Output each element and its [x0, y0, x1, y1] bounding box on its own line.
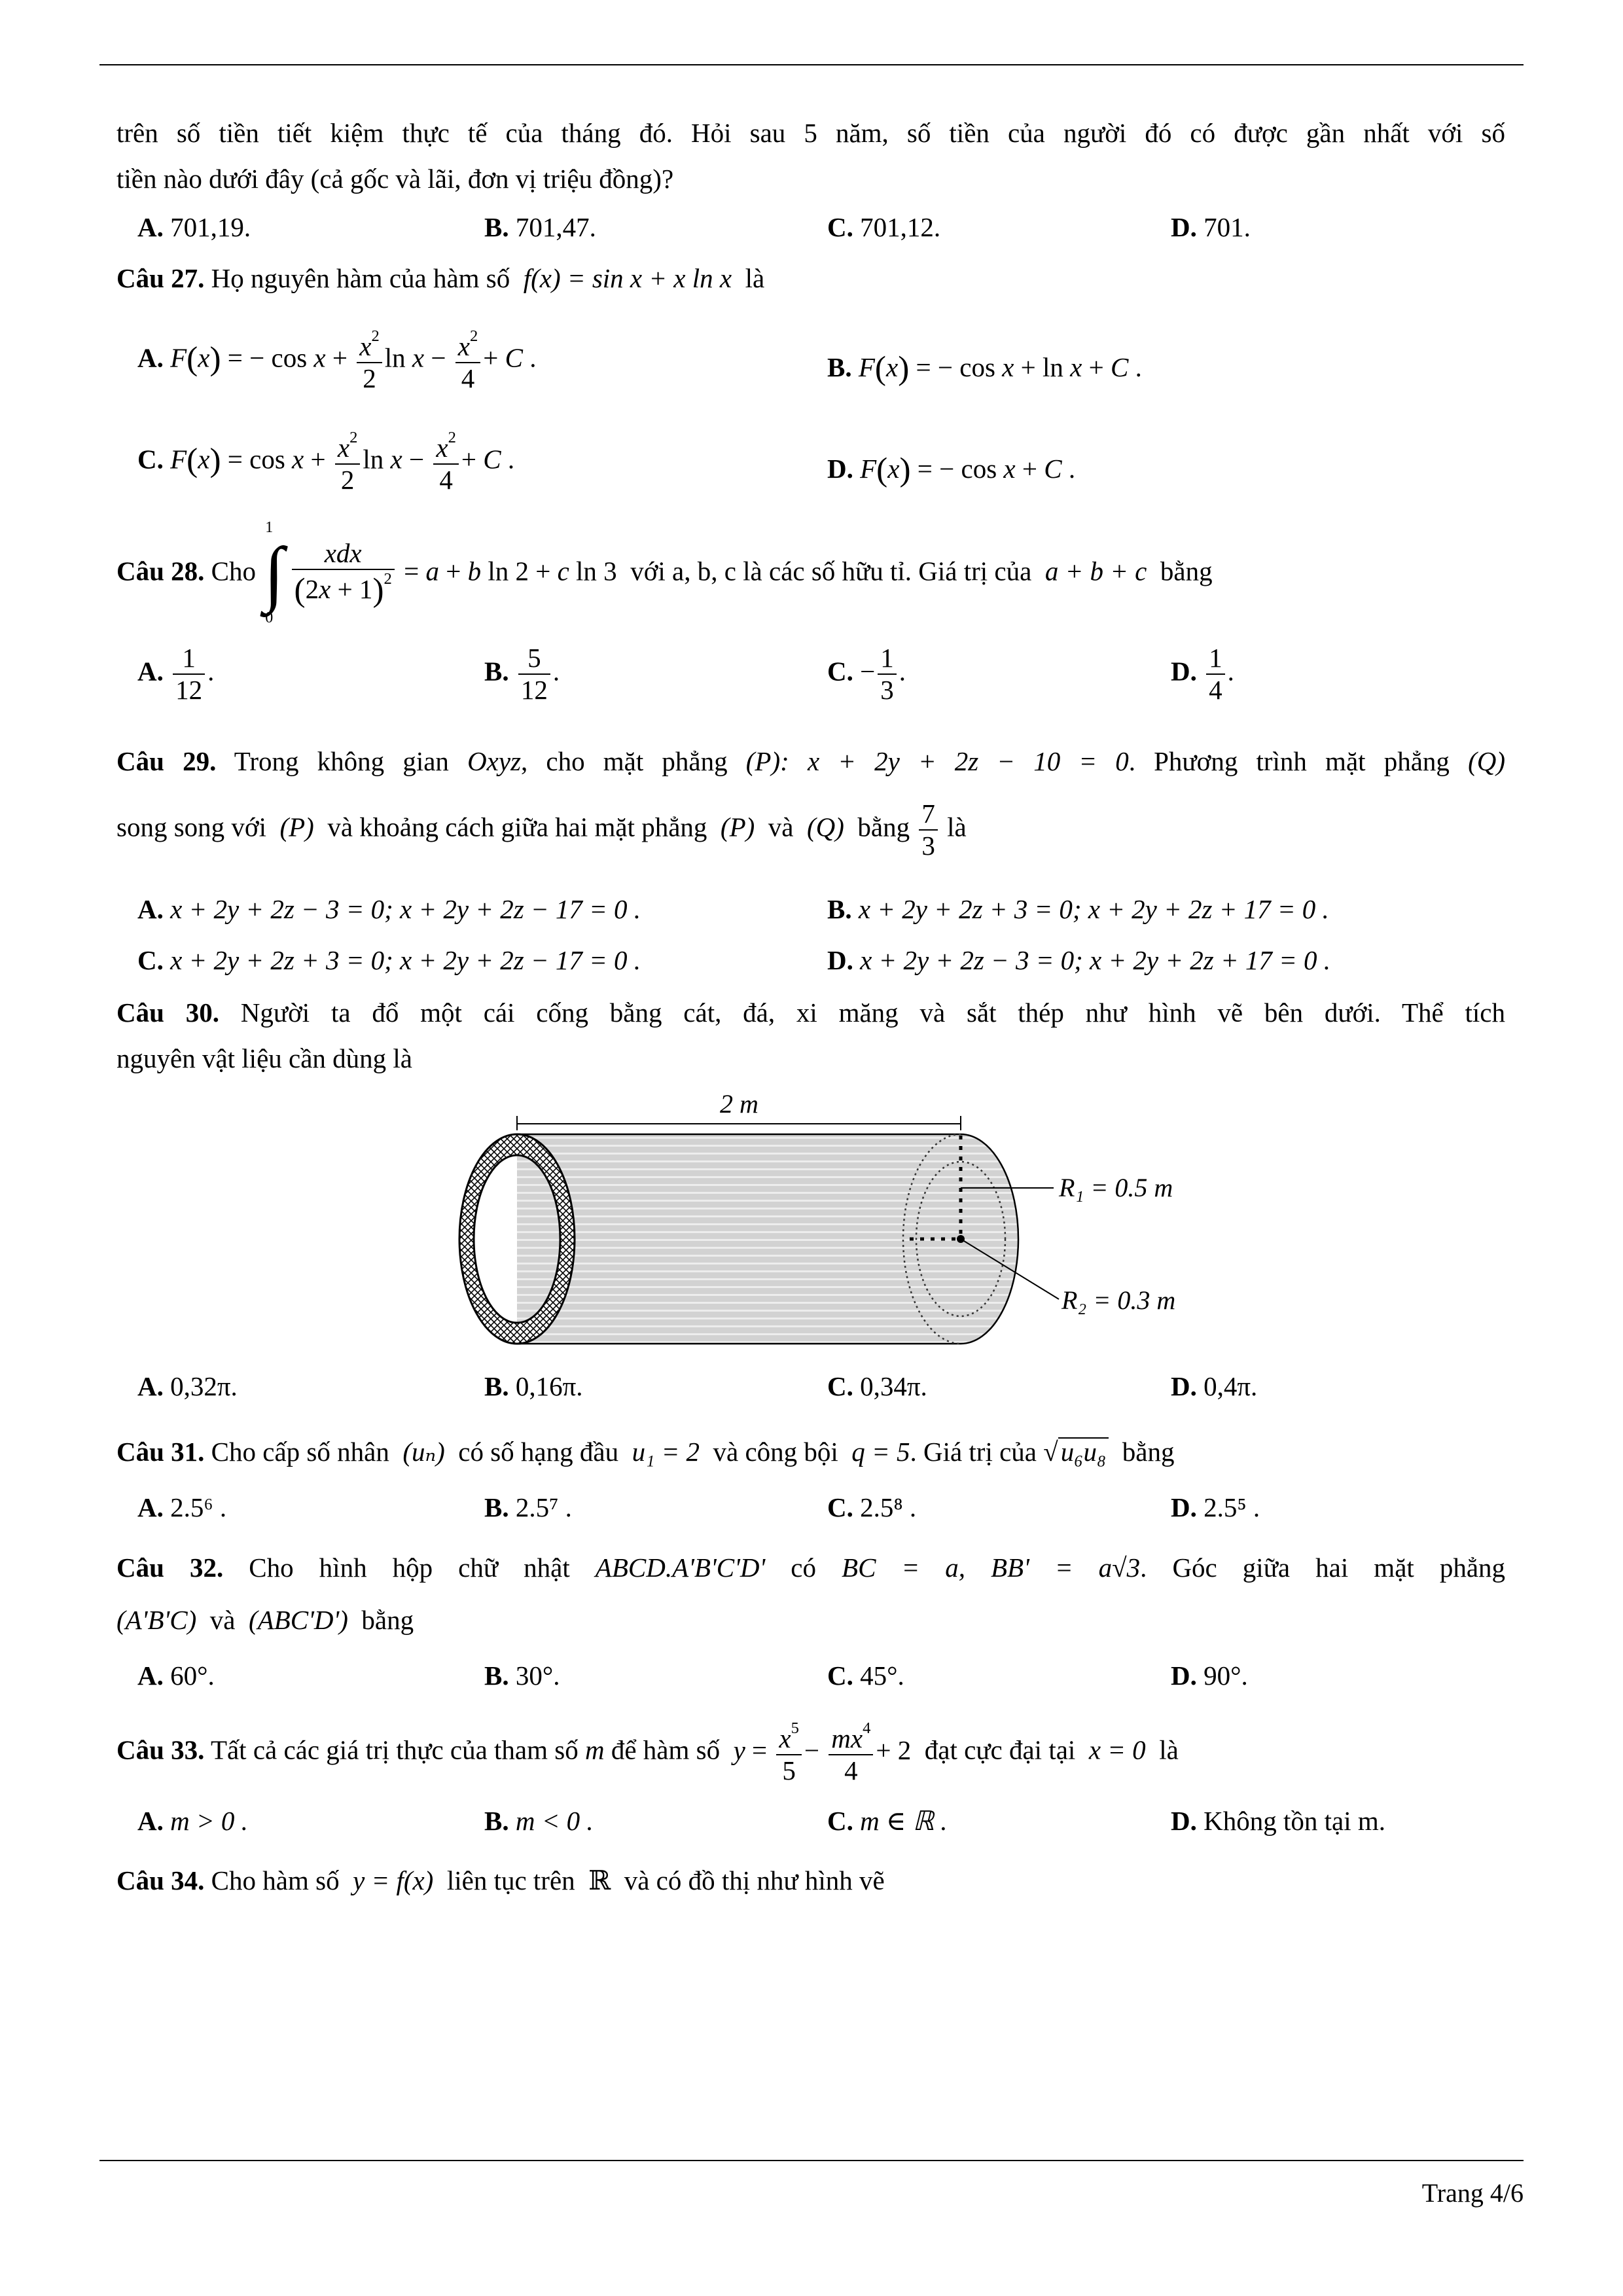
q30-option-a: A. 0,32π.	[137, 1371, 238, 1401]
q30-label: Câu 30.	[116, 997, 219, 1028]
q28-option-b: B. $\frac{5}{12}$ .	[484, 643, 560, 706]
q28-integrand: $\frac{\text{xdx}}{(2x + 1)^2}$	[292, 538, 395, 610]
r1-label: R₁ = 0.5 m	[1059, 1173, 1173, 1202]
q26-option-a: A. 701,19.	[137, 212, 251, 242]
q31-label: Câu 31.	[116, 1437, 205, 1467]
page-number: Trang 4/6	[1421, 2178, 1524, 2208]
q30-option-b: B. 0,16π.	[484, 1371, 583, 1401]
q32-stem-line-2: (A'B'C) và (ABC'D') bằng	[116, 1605, 414, 1635]
footer-rule	[99, 2160, 1524, 2161]
q33-stem: Câu 33. Tất cả các giá trị thực của tham số m để hàm số y = $\frac{x^5}{5}$ − $\frac{mx^4}{4}$ + 2 đạt cực đại tại x = 0 là	[116, 1719, 1179, 1786]
q33-option-c: C. m ∈ ℝ .	[827, 1806, 948, 1836]
q31-option-d: D. 2.5⁵ .	[1171, 1492, 1260, 1522]
q34-label: Câu 34.	[116, 1865, 205, 1895]
q30-stem-line-2: nguyên vật liệu cần dùng là	[116, 1043, 413, 1073]
q29-option-c: C. x + 2y + 2z + 3 = 0; x + 2y + 2z − 17 = 0 .	[137, 945, 641, 975]
length-label: 2 m	[720, 1090, 758, 1119]
r2-label: R₂ = 0.3 m	[1061, 1285, 1176, 1315]
q27-function: f(x) = sin x + x ln x	[523, 263, 732, 293]
q33-option-a: A. m > 0 .	[137, 1806, 248, 1836]
q32-option-d: D. 90°.	[1171, 1660, 1248, 1691]
q26-option-c: C. 701,12.	[827, 212, 941, 242]
q26-option-b: B. 701,47.	[484, 212, 596, 242]
q31-stem: Câu 31. Cho cấp số nhân (uₙ) có số hạng đầu u₁ = 2 và công bội q = 5. Giá trị của √u₆u₈ bằng	[116, 1437, 1175, 1467]
q27-option-a: A. F(x) = − cos x + $\frac{x^2}{2}$ ln x − $\frac{x^2}{4}$ + C .	[137, 327, 537, 394]
q32-option-b: B. 30°.	[484, 1660, 560, 1691]
q26-line-1: trên số tiền tiết kiệm thực tế của tháng đó. Hỏi sau 5 năm, số tiền của người đó có được gần nhất với số	[116, 118, 1505, 148]
q32-option-c: C. 45°.	[827, 1660, 904, 1691]
q32-stem-line-1: Câu 32. Cho hình hộp chữ nhật ABCD.A'B'C'D' có BC = a, BB' = a√3. Góc giữa hai mặt phẳng	[116, 1552, 1506, 1583]
q29-option-d: D. x + 2y + 2z − 3 = 0; x + 2y + 2z + 17 = 0 .	[827, 945, 1331, 975]
q26-option-d: D. 701.	[1171, 212, 1251, 242]
q29-option-a: A. x + 2y + 2z − 3 = 0; x + 2y + 2z − 17 = 0 .	[137, 894, 641, 924]
q29-label: Câu 29.	[116, 746, 217, 776]
header-rule	[99, 64, 1524, 65]
q32-label: Câu 32.	[116, 1552, 224, 1583]
q33-label: Câu 33.	[116, 1734, 205, 1765]
q33-option-b: B. m < 0 .	[484, 1806, 594, 1836]
q28-option-c: C. − $\frac{1}{3}$ .	[827, 643, 906, 706]
integral-sign-icon: 1 ∫ 0	[264, 519, 284, 626]
q29-option-b: B. x + 2y + 2z + 3 = 0; x + 2y + 2z + 17 = 0 .	[827, 894, 1329, 924]
q31-option-a: A. 2.5⁶ .	[137, 1492, 227, 1522]
q29-stem-line-2: song song với (P) và khoảng cách giữa hai mặt phẳng (P) và (Q) bằng $\frac{7}{3}$ là	[116, 798, 967, 861]
q31-option-c: C. 2.5⁸ .	[827, 1492, 917, 1522]
q31-option-b: B. 2.5⁷ .	[484, 1492, 572, 1522]
q30-option-d: D. 0,4π.	[1171, 1371, 1258, 1401]
q33-function: y = $\frac{x^5}{5}$ − $\frac{mx^4}{4}$ + 2	[733, 1719, 912, 1786]
q26-line-2: tiền nào dưới đây (cả gốc và lãi, đơn vị triệu đồng)?	[116, 164, 674, 194]
q27-option-b: B. F(x) = − cos x + ln x + C .	[827, 350, 1142, 387]
q27-option-d: D. F(x) = − cos x + C .	[827, 451, 1076, 488]
q30-stem-line-1: Câu 30. Người ta đổ một cái cống bằng cát, đá, xi măng và sắt thép như hình vẽ bên dưới. Thể tích	[116, 997, 1505, 1028]
q28-option-d: D. $\frac{1}{4}$ .	[1171, 643, 1234, 706]
q34-stem: Câu 34. Cho hàm số y = f(x) liên tục trên ℝ và có đồ thị như hình vẽ	[116, 1865, 885, 1895]
q28-label: Câu 28.	[116, 556, 205, 586]
q32-option-a: A. 60°.	[137, 1660, 215, 1691]
q28-stem: Câu 28. Cho 1 ∫ 0 $\frac{\text{xdx}}{(2x + 1)^2}$ = a + b ln 2 + c ln 3 với a, b, c là các số hữu tỉ. Giá trị của a + b + c bằng	[116, 519, 1213, 626]
q29-stem-line-1: Câu 29. Trong không gian Oxyz, cho mặt phẳng (P): x + 2y + 2z − 10 = 0. Phương trình mặt phẳng (Q)	[116, 746, 1505, 776]
q28-option-a: A. $\frac{1}{12}$ .	[137, 643, 215, 706]
q27-stem: Câu 27. Họ nguyên hàm của hàm số f(x) = sin x + x ln x là	[116, 263, 765, 293]
q33-option-d: D. Không tồn tại m.	[1171, 1806, 1385, 1836]
q31-sqrt-expr: u₆u₈	[1058, 1437, 1109, 1465]
q27-label: Câu 27.	[116, 263, 205, 293]
q27-option-c: C. F(x) = cos x + $\frac{x^2}{2}$ ln x − $\frac{x^2}{4}$ + C .	[137, 429, 515, 495]
pipe-figure	[432, 1090, 1217, 1361]
q30-option-c: C. 0,34π.	[827, 1371, 927, 1401]
